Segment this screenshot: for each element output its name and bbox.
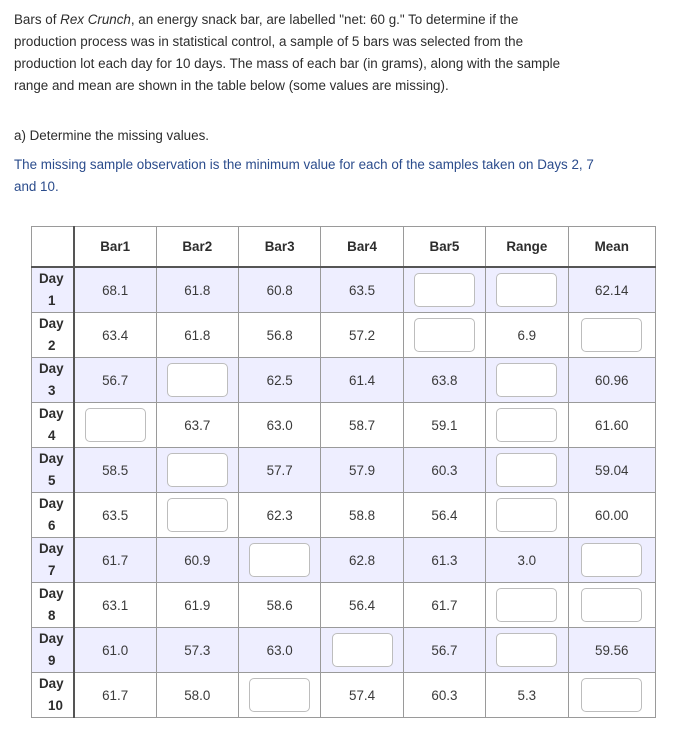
value-cell-bar5 <box>403 358 485 403</box>
cell-value: 63.7 <box>184 417 211 433</box>
table-row <box>32 628 656 673</box>
table-body <box>32 267 656 718</box>
value-cell-bar1 <box>74 448 156 493</box>
answer-cell-bar2 <box>156 358 238 403</box>
cell-value: 56.8 <box>266 327 293 343</box>
row-header-day-10 <box>32 673 74 718</box>
answer-cell-mean <box>568 583 655 628</box>
intro-text-rest: , an energy snack bar, are labelled "net: 60 g." To determine if the production process was in statistical control, a sample of 5 bars was selected from the production lot each day for 10 days. The mass of each bar (in grams), along with the sample range and mean are shown in the table below (some values are missing). <box>14 12 561 93</box>
problem-statement <box>14 9 584 97</box>
answer-input-day4-bar1[interactable] <box>85 408 146 442</box>
answer-input-day7-mean[interactable] <box>581 543 642 577</box>
value-cell-bar3 <box>238 403 320 448</box>
cell-value: 63.5 <box>102 507 129 523</box>
row-header-day-9 <box>32 628 74 673</box>
cell-value: 61.8 <box>184 327 211 343</box>
cell-value: 5.3 <box>517 687 537 703</box>
value-cell-bar2 <box>156 628 238 673</box>
cell-value: 56.7 <box>102 372 129 388</box>
cell-value: 58.0 <box>184 687 211 703</box>
answer-input-day3-bar2[interactable] <box>167 363 228 397</box>
value-cell-bar3 <box>238 628 320 673</box>
row-day-number: 7 <box>48 563 56 578</box>
row-label: Day <box>39 406 64 421</box>
cell-value: 61.3 <box>431 552 458 568</box>
answer-input-day8-mean[interactable] <box>581 588 642 622</box>
cell-value: 63.5 <box>349 282 376 298</box>
cell-value: 61.7 <box>431 597 458 613</box>
column-header-range: Range <box>486 227 568 268</box>
column-header-bar2: Bar2 <box>156 227 238 268</box>
answer-input-day6-range[interactable] <box>496 498 557 532</box>
cell-value: 60.3 <box>431 687 458 703</box>
row-label: Day <box>39 541 64 556</box>
cell-value: 62.3 <box>266 507 293 523</box>
answer-cell-bar5 <box>403 267 485 313</box>
value-cell-range <box>486 673 568 718</box>
answer-input-day3-range[interactable] <box>496 363 557 397</box>
data-table <box>31 226 656 718</box>
value-cell-bar4 <box>321 493 403 538</box>
value-cell-bar3 <box>238 583 320 628</box>
header-row <box>32 227 656 268</box>
value-cell-bar4 <box>321 583 403 628</box>
hint-text: The missing sample observation is the minimum value for each of the samples taken on Days 2, 7 and 10. <box>14 157 594 194</box>
answer-cell-bar2 <box>156 493 238 538</box>
cell-value: 57.3 <box>184 642 211 658</box>
cell-value: 60.8 <box>266 282 293 298</box>
value-cell-bar5 <box>403 673 485 718</box>
table-row <box>32 267 656 313</box>
value-cell-bar4 <box>321 448 403 493</box>
answer-cell-bar1 <box>74 403 156 448</box>
cell-value: 59.04 <box>595 462 629 478</box>
answer-cell-bar3 <box>238 538 320 583</box>
value-cell-bar3 <box>238 313 320 358</box>
value-cell-bar4 <box>321 538 403 583</box>
brand-name: Rex Crunch <box>60 12 131 27</box>
cell-value: 58.7 <box>349 417 376 433</box>
cell-value: 60.9 <box>184 552 211 568</box>
answer-input-day5-range[interactable] <box>496 453 557 487</box>
value-cell-bar1 <box>74 358 156 403</box>
row-header-day-5 <box>32 448 74 493</box>
value-cell-bar5 <box>403 493 485 538</box>
answer-input-day9-bar4[interactable] <box>332 633 393 667</box>
cell-value: 61.7 <box>102 687 129 703</box>
answer-input-day7-bar3[interactable] <box>249 543 310 577</box>
row-label: Day <box>39 316 64 331</box>
row-day-number: 4 <box>48 428 56 443</box>
cell-value: 57.9 <box>349 462 376 478</box>
question-a: a) Determine the missing values. <box>14 128 209 143</box>
cell-value: 61.9 <box>184 597 211 613</box>
answer-cell-range <box>486 448 568 493</box>
row-label: Day <box>39 586 64 601</box>
header-corner <box>32 227 74 268</box>
column-header-bar1: Bar1 <box>74 227 156 268</box>
row-header-day-7 <box>32 538 74 583</box>
value-cell-bar4 <box>321 267 403 313</box>
table-row <box>32 538 656 583</box>
answer-cell-bar3 <box>238 673 320 718</box>
value-cell-range <box>486 313 568 358</box>
answer-cell-range <box>486 403 568 448</box>
value-cell-bar2 <box>156 583 238 628</box>
answer-input-day1-range[interactable] <box>496 273 557 307</box>
column-header-bar4: Bar4 <box>321 227 403 268</box>
answer-input-day10-mean[interactable] <box>581 678 642 712</box>
answer-input-day9-range[interactable] <box>496 633 557 667</box>
row-day-number: 5 <box>48 473 56 488</box>
column-header-mean: Mean <box>568 227 655 268</box>
answer-cell-mean <box>568 313 655 358</box>
answer-input-day10-bar3[interactable] <box>249 678 310 712</box>
answer-cell-bar2 <box>156 448 238 493</box>
row-header-day-1 <box>32 267 74 313</box>
cell-value: 60.96 <box>595 372 629 388</box>
value-cell-bar1 <box>74 628 156 673</box>
answer-cell-bar4 <box>321 628 403 673</box>
value-cell-range <box>486 538 568 583</box>
table-row <box>32 403 656 448</box>
cell-value: 56.4 <box>431 507 458 523</box>
table-row <box>32 583 656 628</box>
cell-value: 68.1 <box>102 282 129 298</box>
value-cell-bar1 <box>74 583 156 628</box>
value-cell-bar1 <box>74 493 156 538</box>
answer-cell-range <box>486 583 568 628</box>
cell-value: 61.7 <box>102 552 129 568</box>
cell-value: 63.4 <box>102 327 129 343</box>
value-cell-bar5 <box>403 538 485 583</box>
cell-value: 60.3 <box>431 462 458 478</box>
row-header-day-6 <box>32 493 74 538</box>
row-label: Day <box>39 361 64 376</box>
column-header-bar3: Bar3 <box>238 227 320 268</box>
cell-value: 60.00 <box>595 507 629 523</box>
cell-value: 56.4 <box>349 597 376 613</box>
cell-value: 3.0 <box>517 552 537 568</box>
value-cell-bar2 <box>156 403 238 448</box>
value-cell-mean <box>568 267 655 313</box>
answer-cell-bar5 <box>403 313 485 358</box>
answer-cell-range <box>486 493 568 538</box>
value-cell-mean <box>568 493 655 538</box>
value-cell-bar3 <box>238 267 320 313</box>
answer-cell-mean <box>568 538 655 583</box>
value-cell-bar1 <box>74 267 156 313</box>
cell-value: 59.1 <box>431 417 458 433</box>
value-cell-bar4 <box>321 313 403 358</box>
row-day-number: 9 <box>48 653 56 668</box>
value-cell-bar3 <box>238 358 320 403</box>
value-cell-bar4 <box>321 358 403 403</box>
value-cell-bar5 <box>403 583 485 628</box>
table-row <box>32 313 656 358</box>
answer-input-day2-bar5[interactable] <box>414 318 475 352</box>
table-row <box>32 358 656 403</box>
row-label: Day <box>39 496 64 511</box>
value-cell-bar5 <box>403 448 485 493</box>
value-cell-mean <box>568 358 655 403</box>
row-header-day-8 <box>32 583 74 628</box>
table-row <box>32 673 656 718</box>
row-day-number: 8 <box>48 608 56 623</box>
value-cell-bar2 <box>156 267 238 313</box>
row-label: Day <box>39 451 64 466</box>
value-cell-mean <box>568 403 655 448</box>
row-day-number: 3 <box>48 383 56 398</box>
cell-value: 61.60 <box>595 417 629 433</box>
answer-cell-range <box>486 267 568 313</box>
cell-value: 63.1 <box>102 597 129 613</box>
cell-value: 61.0 <box>102 642 129 658</box>
cell-value: 57.7 <box>266 462 293 478</box>
answer-input-day4-range[interactable] <box>496 408 557 442</box>
answer-input-day1-bar5[interactable] <box>414 273 475 307</box>
table-row <box>32 448 656 493</box>
value-cell-bar3 <box>238 448 320 493</box>
row-day-number: 10 <box>48 698 63 713</box>
answer-input-day2-mean[interactable] <box>581 318 642 352</box>
cell-value: 63.8 <box>431 372 458 388</box>
value-cell-bar5 <box>403 403 485 448</box>
cell-value: 62.8 <box>349 552 376 568</box>
value-cell-bar1 <box>74 538 156 583</box>
row-label: Day <box>39 676 64 691</box>
value-cell-bar3 <box>238 493 320 538</box>
value-cell-bar2 <box>156 313 238 358</box>
table-row <box>32 493 656 538</box>
value-cell-bar1 <box>74 313 156 358</box>
cell-value: 56.7 <box>431 642 458 658</box>
answer-input-day5-bar2[interactable] <box>167 453 228 487</box>
cell-value: 61.8 <box>184 282 211 298</box>
row-header-day-2 <box>32 313 74 358</box>
cell-value: 62.5 <box>266 372 293 388</box>
cell-value: 57.4 <box>349 687 376 703</box>
answer-input-day6-bar2[interactable] <box>167 498 228 532</box>
cell-value: 6.9 <box>517 327 537 343</box>
answer-input-day8-range[interactable] <box>496 588 557 622</box>
cell-value: 63.0 <box>266 642 293 658</box>
column-header-bar5: Bar5 <box>403 227 485 268</box>
value-cell-bar1 <box>74 673 156 718</box>
value-cell-bar2 <box>156 673 238 718</box>
value-cell-mean <box>568 628 655 673</box>
row-label: Day <box>39 271 64 286</box>
value-cell-bar2 <box>156 538 238 583</box>
row-day-number: 2 <box>48 338 56 353</box>
cell-value: 59.56 <box>595 642 629 658</box>
value-cell-mean <box>568 448 655 493</box>
cell-value: 62.14 <box>595 282 629 298</box>
row-day-number: 6 <box>48 518 56 533</box>
row-header-day-3 <box>32 358 74 403</box>
value-cell-bar4 <box>321 673 403 718</box>
answer-cell-range <box>486 358 568 403</box>
row-label: Day <box>39 631 64 646</box>
cell-value: 58.6 <box>266 597 293 613</box>
value-cell-bar5 <box>403 628 485 673</box>
answer-cell-mean <box>568 673 655 718</box>
intro-text-start: Bars of <box>14 12 61 27</box>
cell-value: 57.2 <box>349 327 376 343</box>
row-header-day-4 <box>32 403 74 448</box>
cell-value: 61.4 <box>349 372 376 388</box>
cell-value: 58.8 <box>349 507 376 523</box>
answer-cell-range <box>486 628 568 673</box>
cell-value: 58.5 <box>102 462 129 478</box>
row-day-number: 1 <box>48 293 56 308</box>
cell-value: 63.0 <box>266 417 293 433</box>
value-cell-bar4 <box>321 403 403 448</box>
